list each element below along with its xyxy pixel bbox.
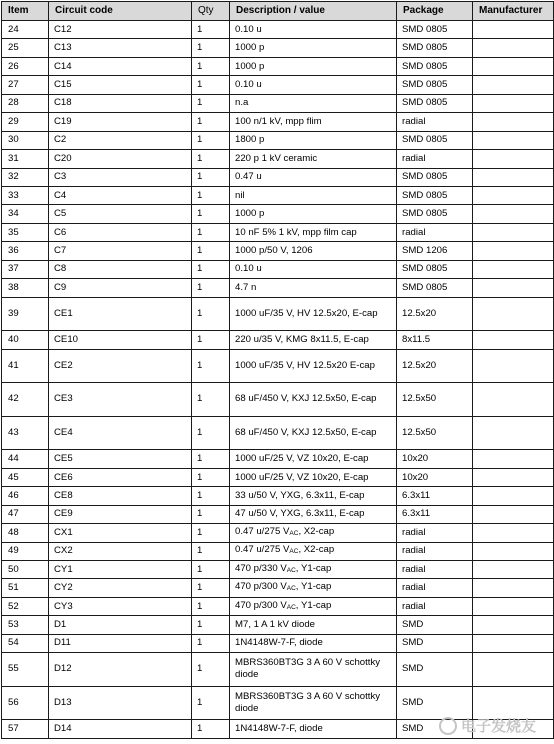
cell-qty: 1 [192, 720, 230, 738]
table-row [2, 242, 554, 260]
cell-circuit-code: CY1 [49, 561, 192, 579]
cell-item: 47 [2, 505, 49, 523]
cell-manufacturer [473, 279, 554, 297]
table-row [2, 205, 554, 223]
table-row [2, 223, 554, 241]
cell-item: 46 [2, 487, 49, 505]
cell-package: SMD [397, 720, 473, 738]
cell-item: 55 [2, 653, 49, 687]
cell-description: 33 u/50 V, YXG, 6.3x11, E-cap [230, 487, 397, 505]
cell-qty: 1 [192, 468, 230, 486]
cell-description: 1N4148W-7-F, diode [230, 720, 397, 738]
cell-qty: 1 [192, 686, 230, 720]
cell-qty: 1 [192, 94, 230, 112]
table-row [2, 113, 554, 131]
cell-manufacturer [473, 505, 554, 523]
cell-description: 10 nF 5% 1 kV, mpp film cap [230, 223, 397, 241]
cell-circuit-code: CE9 [49, 505, 192, 523]
cell-circuit-code: C15 [49, 76, 192, 94]
cell-circuit-code: CX1 [49, 524, 192, 542]
cell-manufacturer [473, 331, 554, 349]
cell-item: 33 [2, 186, 49, 204]
cell-description: 0.47 u/275 VAC, X2-cap [230, 524, 397, 542]
cell-manufacturer [473, 468, 554, 486]
table-row [2, 168, 554, 186]
cell-item: 27 [2, 76, 49, 94]
cell-description: 0.10 u [230, 76, 397, 94]
cell-circuit-code: C20 [49, 150, 192, 168]
cell-package: SMD 0805 [397, 39, 473, 57]
cell-package: SMD 0805 [397, 205, 473, 223]
cell-item: 25 [2, 39, 49, 57]
cell-item: 31 [2, 150, 49, 168]
cell-item: 39 [2, 297, 49, 331]
cell-description: 1000 uF/35 V, HV 12.5x20 E-cap [230, 349, 397, 383]
cell-manufacturer [473, 131, 554, 149]
cell-package: 6.3x11 [397, 487, 473, 505]
cell-circuit-code: CE4 [49, 416, 192, 450]
cell-qty: 1 [192, 579, 230, 597]
cell-manufacturer [473, 524, 554, 542]
table-row [2, 542, 554, 560]
cell-package: SMD [397, 616, 473, 634]
cell-package: SMD [397, 634, 473, 652]
cell-description: 1800 p [230, 131, 397, 149]
cell-manufacturer [473, 487, 554, 505]
cell-qty: 1 [192, 205, 230, 223]
cell-qty: 1 [192, 331, 230, 349]
cell-description: 1000 uF/25 V, VZ 10x20, E-cap [230, 468, 397, 486]
cell-package: SMD [397, 653, 473, 687]
cell-manufacturer [473, 223, 554, 241]
cell-package: 8x11.5 [397, 331, 473, 349]
cell-circuit-code: D13 [49, 686, 192, 720]
table-row [2, 21, 554, 39]
cell-description: 220 u/35 V, KMG 8x11.5, E-cap [230, 331, 397, 349]
cell-qty: 1 [192, 616, 230, 634]
cell-item: 24 [2, 21, 49, 39]
cell-circuit-code: C8 [49, 260, 192, 278]
cell-circuit-code: C12 [49, 21, 192, 39]
cell-package: SMD 0805 [397, 57, 473, 75]
cell-circuit-code: C13 [49, 39, 192, 57]
cell-description: 1N4148W-7-F, diode [230, 634, 397, 652]
cell-manufacturer [473, 616, 554, 634]
cell-package: radial [397, 524, 473, 542]
cell-item: 52 [2, 597, 49, 615]
cell-qty: 1 [192, 450, 230, 468]
cell-qty: 1 [192, 505, 230, 523]
cell-package: SMD 0805 [397, 131, 473, 149]
cell-package: 12.5x50 [397, 416, 473, 450]
cell-circuit-code: CY2 [49, 579, 192, 597]
cell-item: 54 [2, 634, 49, 652]
table-row [2, 39, 554, 57]
cell-description: 0.10 u [230, 260, 397, 278]
cell-package: radial [397, 223, 473, 241]
table-header [2, 2, 554, 21]
cell-manufacturer [473, 205, 554, 223]
cell-circuit-code: CX2 [49, 542, 192, 560]
cell-circuit-code: C14 [49, 57, 192, 75]
cell-package: 12.5x20 [397, 349, 473, 383]
table-row [2, 297, 554, 331]
table-row [2, 331, 554, 349]
cell-package: radial [397, 542, 473, 560]
table-row [2, 505, 554, 523]
cell-manufacturer [473, 653, 554, 687]
cell-manufacturer [473, 186, 554, 204]
table-row [2, 383, 554, 417]
cell-package: SMD 1206 [397, 242, 473, 260]
header-package: Package [397, 2, 473, 21]
cell-description: nil [230, 186, 397, 204]
table-row [2, 57, 554, 75]
cell-package: SMD 0805 [397, 168, 473, 186]
cell-item: 36 [2, 242, 49, 260]
cell-description: 1000 p/50 V, 1206 [230, 242, 397, 260]
cell-item: 38 [2, 279, 49, 297]
cell-manufacturer [473, 561, 554, 579]
cell-item: 57 [2, 720, 49, 738]
subscript-ac: AC [289, 548, 299, 556]
cell-description: 1000 uF/35 V, HV 12.5x20, E-cap [230, 297, 397, 331]
cell-manufacturer [473, 39, 554, 57]
cell-manufacturer [473, 168, 554, 186]
table-row [2, 468, 554, 486]
cell-manufacturer [473, 416, 554, 450]
subscript-ac: AC [289, 529, 299, 537]
cell-manufacturer [473, 57, 554, 75]
cell-circuit-code: D14 [49, 720, 192, 738]
cell-package: 12.5x20 [397, 297, 473, 331]
cell-qty: 1 [192, 561, 230, 579]
cell-qty: 1 [192, 223, 230, 241]
header-row [2, 2, 554, 21]
cell-circuit-code: C9 [49, 279, 192, 297]
table-row [2, 686, 554, 720]
table-row [2, 279, 554, 297]
cell-qty: 1 [192, 113, 230, 131]
cell-circuit-code: CE8 [49, 487, 192, 505]
table-body [2, 21, 554, 739]
subscript-ac: AC [286, 603, 296, 611]
table-row [2, 524, 554, 542]
cell-circuit-code: CE5 [49, 450, 192, 468]
cell-qty: 1 [192, 542, 230, 560]
cell-manufacturer [473, 542, 554, 560]
cell-description: MBRS360BT3G 3 A 60 V schottky diode [230, 686, 397, 720]
cell-item: 30 [2, 131, 49, 149]
cell-circuit-code: CE2 [49, 349, 192, 383]
cell-package: 10x20 [397, 450, 473, 468]
cell-description: 470 p/300 VAC, Y1-cap [230, 597, 397, 615]
cell-package: 12.5x50 [397, 383, 473, 417]
cell-manufacturer [473, 634, 554, 652]
cell-item: 28 [2, 94, 49, 112]
cell-package: SMD [397, 686, 473, 720]
header-qty: Qty [192, 2, 230, 21]
cell-qty: 1 [192, 39, 230, 57]
cell-circuit-code: C5 [49, 205, 192, 223]
table-row [2, 720, 554, 738]
cell-circuit-code: C19 [49, 113, 192, 131]
cell-item: 41 [2, 349, 49, 383]
cell-description: 1000 uF/25 V, VZ 10x20, E-cap [230, 450, 397, 468]
cell-description: 0.47 u [230, 168, 397, 186]
cell-qty: 1 [192, 634, 230, 652]
cell-qty: 1 [192, 242, 230, 260]
cell-item: 45 [2, 468, 49, 486]
subscript-ac: AC [286, 585, 296, 593]
cell-circuit-code: D11 [49, 634, 192, 652]
cell-qty: 1 [192, 349, 230, 383]
cell-circuit-code: CE3 [49, 383, 192, 417]
cell-description: 1000 p [230, 39, 397, 57]
cell-circuit-code: CE1 [49, 297, 192, 331]
cell-manufacturer [473, 297, 554, 331]
cell-package: radial [397, 113, 473, 131]
cell-qty: 1 [192, 653, 230, 687]
cell-qty: 1 [192, 524, 230, 542]
cell-circuit-code: C4 [49, 186, 192, 204]
watermark-text: 电子发烧友 [460, 717, 536, 735]
cell-package: radial [397, 150, 473, 168]
cell-qty: 1 [192, 487, 230, 505]
cell-circuit-code: C7 [49, 242, 192, 260]
cell-item: 29 [2, 113, 49, 131]
cell-package: radial [397, 561, 473, 579]
cell-circuit-code: D1 [49, 616, 192, 634]
cell-item: 26 [2, 57, 49, 75]
cell-description: 1000 p [230, 205, 397, 223]
cell-item: 35 [2, 223, 49, 241]
table-row [2, 653, 554, 687]
cell-manufacturer [473, 383, 554, 417]
header-circuit-code: Circuit code [49, 2, 192, 21]
cell-qty: 1 [192, 76, 230, 94]
header-description: Description / value [230, 2, 397, 21]
cell-item: 40 [2, 331, 49, 349]
cell-manufacturer [473, 94, 554, 112]
cell-qty: 1 [192, 383, 230, 417]
cell-item: 53 [2, 616, 49, 634]
table-row [2, 150, 554, 168]
cell-description: 4.7 n [230, 279, 397, 297]
table-row [2, 561, 554, 579]
cell-manufacturer [473, 686, 554, 720]
cell-qty: 1 [192, 186, 230, 204]
cell-qty: 1 [192, 21, 230, 39]
table-row [2, 260, 554, 278]
cell-description: 470 p/330 VAC, Y1-cap [230, 561, 397, 579]
cell-manufacturer [473, 150, 554, 168]
cell-package: SMD 0805 [397, 279, 473, 297]
cell-circuit-code: C18 [49, 94, 192, 112]
table-row [2, 416, 554, 450]
bom-table [1, 1, 554, 739]
table-row [2, 450, 554, 468]
cell-package: SMD 0805 [397, 260, 473, 278]
cell-item: 43 [2, 416, 49, 450]
cell-qty: 1 [192, 57, 230, 75]
cell-item: 56 [2, 686, 49, 720]
cell-manufacturer [473, 113, 554, 131]
cell-manufacturer [473, 76, 554, 94]
cell-circuit-code: C3 [49, 168, 192, 186]
cell-manufacturer [473, 21, 554, 39]
cell-item: 50 [2, 561, 49, 579]
cell-package: SMD 0805 [397, 21, 473, 39]
table-row [2, 616, 554, 634]
cell-description: n.a [230, 94, 397, 112]
cell-package: radial [397, 579, 473, 597]
subscript-ac: AC [286, 566, 296, 574]
header-item: Item [2, 2, 49, 21]
cell-circuit-code: C2 [49, 131, 192, 149]
table-row [2, 76, 554, 94]
cell-manufacturer [473, 242, 554, 260]
cell-description: 100 n/1 kV, mpp flim [230, 113, 397, 131]
cell-manufacturer [473, 720, 554, 738]
cell-qty: 1 [192, 597, 230, 615]
cell-qty: 1 [192, 168, 230, 186]
cell-description: 470 p/300 VAC, Y1-cap [230, 579, 397, 597]
cell-item: 32 [2, 168, 49, 186]
cell-description: 0.47 u/275 VAC, X2-cap [230, 542, 397, 560]
cell-item: 48 [2, 524, 49, 542]
cell-circuit-code: CE10 [49, 331, 192, 349]
header-manufacturer: Manufacturer [473, 2, 554, 21]
cell-description: 0.10 u [230, 21, 397, 39]
table-row [2, 634, 554, 652]
cell-item: 49 [2, 542, 49, 560]
cell-item: 37 [2, 260, 49, 278]
cell-description: 47 u/50 V, YXG, 6.3x11, E-cap [230, 505, 397, 523]
cell-manufacturer [473, 349, 554, 383]
table-row [2, 131, 554, 149]
cell-package: 10x20 [397, 468, 473, 486]
cell-qty: 1 [192, 416, 230, 450]
table-row [2, 487, 554, 505]
cell-manufacturer [473, 450, 554, 468]
cell-circuit-code: CE6 [49, 468, 192, 486]
cell-item: 34 [2, 205, 49, 223]
cell-manufacturer [473, 597, 554, 615]
table-row [2, 94, 554, 112]
cell-circuit-code: D12 [49, 653, 192, 687]
table-row [2, 579, 554, 597]
cell-package: SMD 0805 [397, 186, 473, 204]
cell-package: SMD 0805 [397, 94, 473, 112]
cell-qty: 1 [192, 260, 230, 278]
cell-item: 44 [2, 450, 49, 468]
cell-description: 220 p 1 kV ceramic [230, 150, 397, 168]
cell-manufacturer [473, 579, 554, 597]
cell-qty: 1 [192, 150, 230, 168]
cell-description: 68 uF/450 V, KXJ 12.5x50, E-cap [230, 416, 397, 450]
cell-package: 6.3x11 [397, 505, 473, 523]
table-row [2, 349, 554, 383]
cell-qty: 1 [192, 297, 230, 331]
cell-package: SMD 0805 [397, 76, 473, 94]
cell-item: 51 [2, 579, 49, 597]
table-row [2, 186, 554, 204]
cell-qty: 1 [192, 131, 230, 149]
cell-manufacturer [473, 260, 554, 278]
cell-package: radial [397, 597, 473, 615]
cell-description: 1000 p [230, 57, 397, 75]
cell-description: MBRS360BT3G 3 A 60 V schottky diode [230, 653, 397, 687]
cell-description: 68 uF/450 V, KXJ 12.5x50, E-cap [230, 383, 397, 417]
cell-description: M7, 1 A 1 kV diode [230, 616, 397, 634]
cell-item: 42 [2, 383, 49, 417]
cell-circuit-code: C6 [49, 223, 192, 241]
cell-circuit-code: CY3 [49, 597, 192, 615]
table-row [2, 597, 554, 615]
cell-qty: 1 [192, 279, 230, 297]
